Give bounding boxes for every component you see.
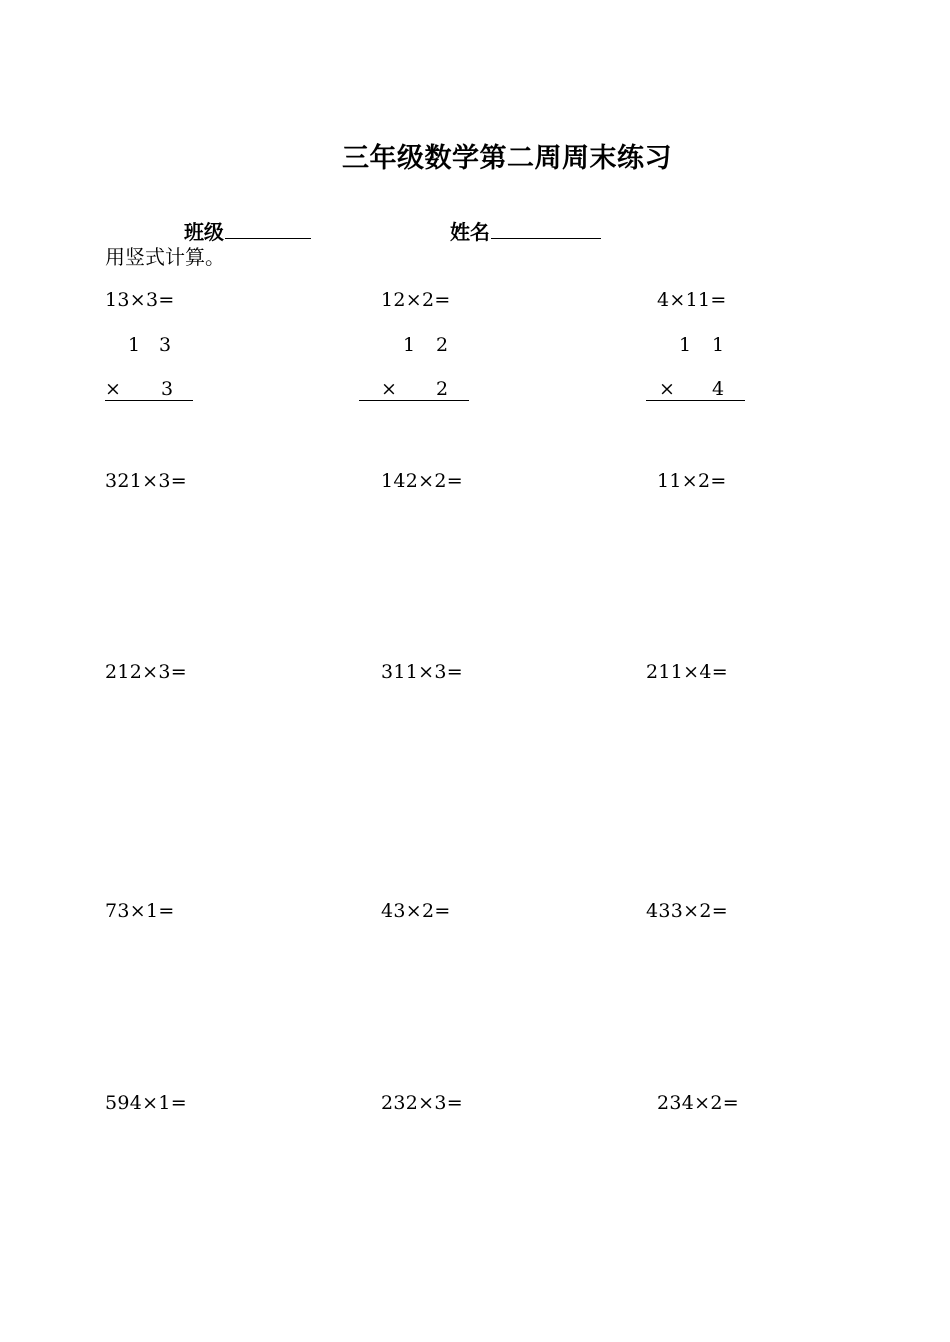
problem-3: 4×11= (657, 289, 727, 311)
worked-1-multiply-row (105, 378, 193, 401)
instruction-text: 用竖式计算。 (105, 245, 225, 269)
problem-4: 321×3= (105, 470, 187, 492)
problem-2: 12×2= (381, 289, 451, 311)
worked-3-multiplier: 4 (712, 378, 725, 400)
problem-6: 11×2= (657, 470, 727, 492)
name-blank[interactable] (491, 218, 601, 239)
worked-1-top-digit: 1 (128, 334, 141, 356)
worked-2-top-digit: 2 (436, 334, 449, 356)
problem-12: 433×2= (646, 900, 728, 922)
worked-3-top-digit: 1 (712, 334, 725, 356)
worked-1-sign: × (105, 378, 121, 400)
problem-1: 13×3= (105, 289, 175, 311)
problem-15: 234×2= (657, 1092, 739, 1114)
worked-1-top-digit: 3 (159, 334, 172, 356)
problem-10: 73×1= (105, 900, 175, 922)
name-label: 姓名 (449, 220, 490, 244)
problem-9: 211×4= (646, 661, 728, 683)
worked-3-top-digit: 1 (679, 334, 692, 356)
worked-3-sign: × (659, 378, 675, 400)
worked-1-multiplier: 3 (161, 378, 174, 400)
problem-11: 43×2= (381, 900, 451, 922)
worked-2-top-digit: 1 (403, 334, 416, 356)
worked-2-multiply-row (359, 378, 469, 401)
class-blank[interactable] (225, 218, 311, 239)
problem-7: 212×3= (105, 661, 187, 683)
page-title: 三年级数学第二周周末练习 (342, 143, 672, 174)
problem-14: 232×3= (381, 1092, 463, 1114)
worked-3-multiply-row (646, 378, 745, 401)
worked-2-sign: × (381, 378, 397, 400)
class-field (170, 192, 311, 245)
worked-2-multiplier: 2 (436, 378, 449, 400)
problem-5: 142×2= (381, 470, 463, 492)
problem-8: 311×3= (381, 661, 463, 683)
class-label: 班级 (183, 220, 224, 244)
name-field (436, 192, 601, 245)
problem-13: 594×1= (105, 1092, 187, 1114)
